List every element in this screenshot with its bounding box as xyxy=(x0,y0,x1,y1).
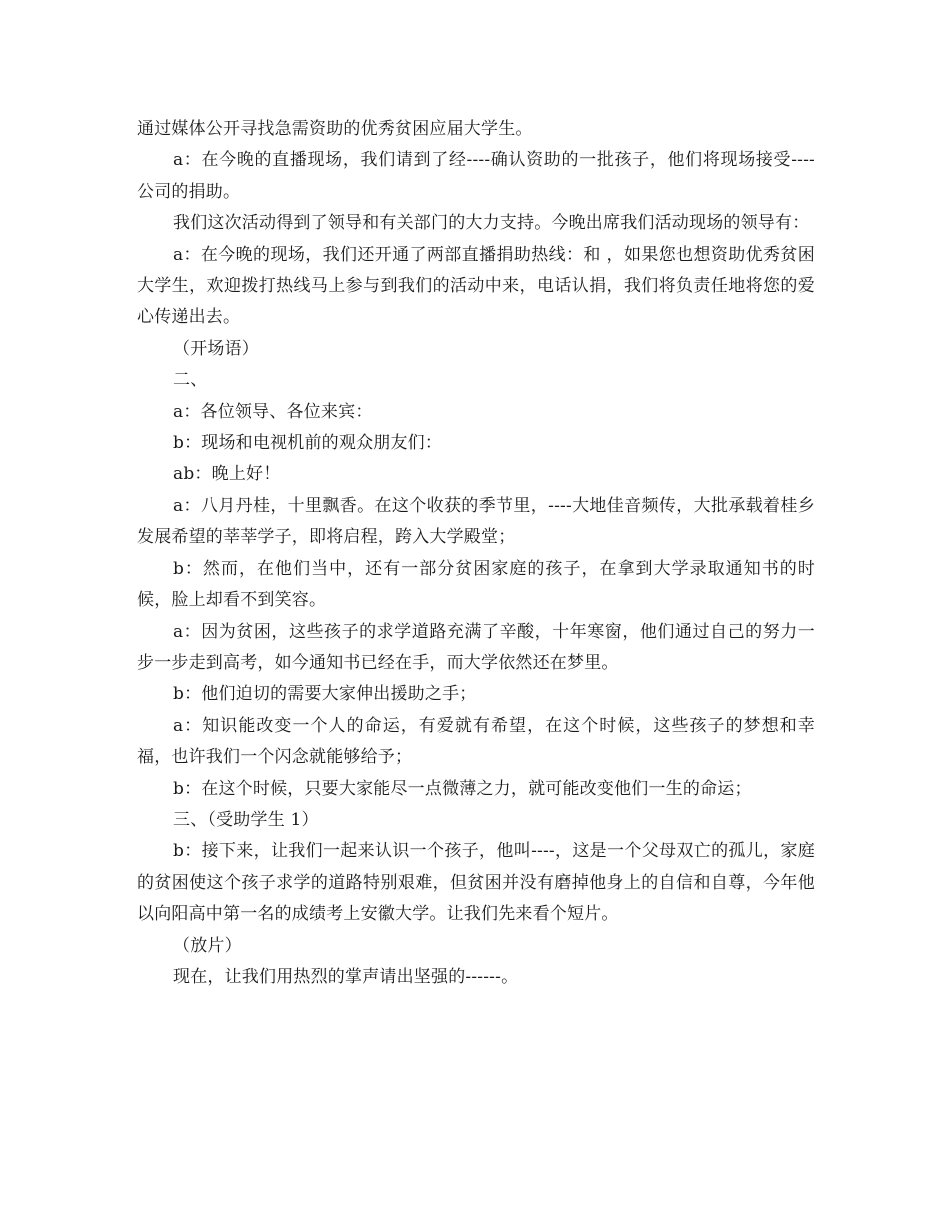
paragraph-5: （开场语） xyxy=(173,338,259,359)
paragraph-8: b：现场和电视机前的观众朋友们： xyxy=(173,433,443,454)
paragraph-7: a：各位领导、各位来宾： xyxy=(173,401,373,422)
paragraph-16: 三、（受助学生 1） xyxy=(173,809,319,830)
paragraph-9: ab：晚上好！ xyxy=(173,464,281,485)
paragraph-17: b：接下来，让我们一起来认识一个孩子，他叫----，这是一个父母双亡的孤儿，家庭的贫困使这个孩子求学的道路特别艰难，但贫困并没有磨掉他身上的自信和自尊，今年他以向阳高中第一名的成绩考上安徽大学。让我们先来看个短片。 xyxy=(137,841,815,925)
paragraph-15: b：在这个时候，只要大家能尽一点微薄之力，就可能改变他们一生的命运； xyxy=(173,778,752,799)
paragraph-1: 通过媒体公开寻找急需资助的优秀贫困应届大学生。 xyxy=(137,119,533,139)
paragraph-18: （放片） xyxy=(173,935,242,956)
paragraph-19: 现在，让我们用热烈的掌声请出坚强的------。 xyxy=(173,966,519,987)
paragraph-10: a：八月丹桂，十里飘香。在这个收获的季节里，----大地佳音频传，大批承载着桂乡发展希望的莘莘学子，即将启程，跨入大学殿堂； xyxy=(137,495,815,548)
paragraph-3: 我们这次活动得到了领导和有关部门的大力支持。今晚出席我们活动现场的领导有： xyxy=(173,213,810,234)
paragraph-14: a：知识能改变一个人的命运，有爱就有希望，在这个时候，这些孩子的梦想和幸福，也许我们一个闪念就能够给予； xyxy=(137,715,815,768)
document-body xyxy=(137,114,815,993)
paragraph-4: a：在今晚的现场，我们还开通了两部直播捐助热线：和 ，如果您也想资助优秀贫困大学生，欢迎拨打热线马上参与到我们的活动中来，电话认捐，我们将负责任地将您的爱心传递出去。 xyxy=(137,244,815,328)
paragraph-11: b：然而，在他们当中，还有一部分贫困家庭的孩子，在拿到大学录取通知书的时候，脸上却看不到笑容。 xyxy=(137,558,815,611)
paragraph-6: 二、 xyxy=(173,370,208,391)
paragraph-2: a：在今晚的直播现场，我们请到了经----确认资助的一批孩子，他们将现场接受----公司的捐助。 xyxy=(137,150,815,202)
paragraph-13: b：他们迫切的需要大家伸出援助之手； xyxy=(173,684,477,705)
paragraph-12: a：因为贫困，这些孩子的求学道路充满了辛酸，十年寒窗，他们通过自己的努力一步一步走到高考，如今通知书已经在手，而大学依然还在梦里。 xyxy=(137,621,815,673)
